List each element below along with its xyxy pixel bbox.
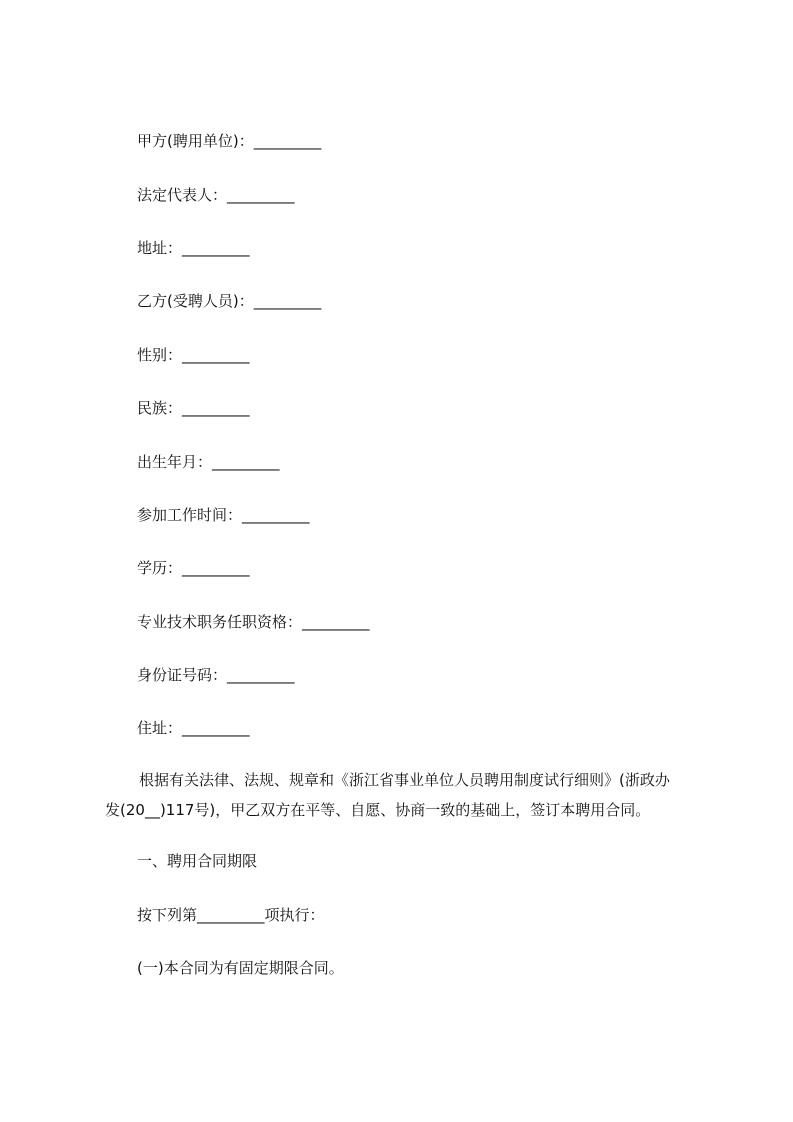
field-label: 甲方(聘用单位)： bbox=[137, 132, 254, 150]
section-heading: 一、聘用合同期限 bbox=[137, 852, 258, 870]
field-blank: _________ bbox=[302, 613, 370, 631]
field-legal-representative bbox=[137, 185, 295, 205]
field-blank: _________ bbox=[182, 559, 250, 577]
field-id-number bbox=[137, 665, 295, 685]
field-label: 法定代表人： bbox=[137, 186, 228, 204]
section-item-1: (一)本合同为有固定期限合同。 bbox=[137, 959, 344, 977]
field-employer bbox=[137, 131, 321, 151]
field-blank: _________ bbox=[182, 346, 250, 364]
field-label: 出生年月： bbox=[137, 453, 213, 471]
field-blank: _________ bbox=[227, 186, 295, 204]
section-instruction: 按下列第_________项执行： bbox=[137, 906, 325, 924]
field-blank: _________ bbox=[182, 399, 250, 417]
preamble-paragraph bbox=[105, 765, 690, 825]
field-work-start bbox=[137, 505, 310, 525]
field-blank: _________ bbox=[253, 132, 322, 150]
field-address bbox=[137, 238, 250, 258]
field-blank: _________ bbox=[182, 239, 250, 257]
field-label: 性别： bbox=[137, 346, 183, 364]
field-label: 住址： bbox=[137, 719, 183, 737]
field-label: 身份证号码： bbox=[137, 666, 228, 684]
field-label: 乙方(受聘人员)： bbox=[137, 292, 254, 310]
field-employee bbox=[137, 291, 321, 311]
field-blank: _________ bbox=[212, 453, 280, 471]
field-education bbox=[137, 558, 250, 578]
field-birth-date bbox=[137, 452, 280, 472]
preamble-line-1: 根据有关法律、法规、规章和《浙江省事业单位人员聘用制度试行细则》(浙政办 bbox=[139, 771, 670, 789]
field-label: 参加工作时间： bbox=[137, 506, 243, 524]
field-blank: _________ bbox=[253, 292, 322, 310]
field-ethnicity bbox=[137, 398, 250, 418]
preamble-line-2: 发(20__)117号)，甲乙双方在平等、自愿、协商一致的基础上，签订本聘用合同。 bbox=[105, 801, 651, 819]
field-qualification bbox=[137, 612, 370, 632]
field-blank: _________ bbox=[182, 719, 250, 737]
field-label: 地址： bbox=[137, 239, 183, 257]
field-blank: _________ bbox=[242, 506, 310, 524]
field-label: 学历： bbox=[137, 559, 183, 577]
field-blank: _________ bbox=[227, 666, 295, 684]
field-label: 专业技术职务任职资格： bbox=[137, 613, 303, 631]
field-label: 民族： bbox=[137, 399, 183, 417]
field-residence bbox=[137, 718, 250, 738]
field-gender bbox=[137, 345, 250, 365]
